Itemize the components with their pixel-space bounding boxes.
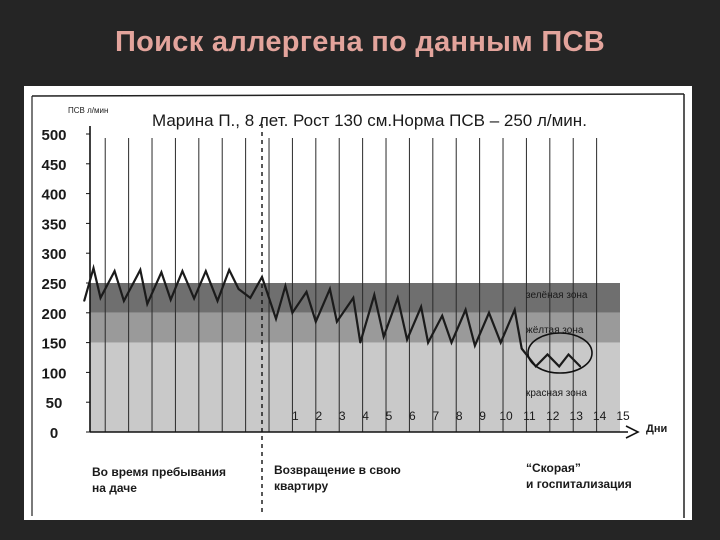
- pef-data-point: [205, 270, 207, 272]
- pef-data-point: [500, 342, 502, 344]
- x-tick-label: 11: [523, 409, 536, 423]
- y-tick-label: 300: [41, 246, 67, 264]
- y-tick-label: 250: [41, 276, 67, 293]
- pef-data-point: [427, 342, 429, 344]
- annotation-dacha: Во время пребывания на даче: [92, 465, 227, 495]
- y-tick-label: 350: [41, 216, 67, 234]
- x-tick-label: 1: [292, 409, 299, 423]
- pef-data-point: [373, 294, 375, 296]
- x-tick-label: 12: [546, 409, 560, 423]
- pef-data-point: [329, 288, 331, 290]
- zone-label-green: зелёная зона: [526, 290, 588, 301]
- chart-title: Марина П., 8 лет. Рост 130 см.Норма ПСВ – 250 л/мин.: [152, 111, 587, 130]
- pef-data-point: [352, 297, 354, 299]
- pef-data-point: [336, 321, 338, 323]
- x-tick-label: 4: [362, 409, 369, 423]
- annotation-return: Возвращение в свою квартиру: [274, 463, 401, 493]
- pef-data-point: [474, 345, 476, 347]
- y-tick-label: 400: [41, 186, 67, 204]
- pef-data-point: [292, 312, 294, 314]
- pef-data-point: [114, 270, 116, 272]
- chart-figure: [24, 86, 692, 520]
- pef-data-point: [568, 354, 570, 356]
- y-tick-label: 100: [41, 365, 67, 383]
- pef-data-point: [547, 354, 549, 356]
- pef-data-point: [397, 297, 399, 299]
- y-tick-label: 150: [41, 335, 67, 353]
- pef-data-point: [441, 315, 443, 317]
- pef-data-point: [514, 309, 516, 311]
- x-tick-label: 14: [592, 409, 607, 423]
- pef-data-point: [521, 348, 523, 350]
- pef-data-point: [383, 336, 385, 338]
- pef-data-point: [238, 288, 240, 290]
- x-tick-label: 2: [315, 409, 323, 423]
- pef-data-point: [275, 318, 277, 320]
- y-axis-label: ПСВ л/мин: [68, 106, 109, 115]
- pef-data-point: [488, 312, 490, 314]
- y-tick-label: 0: [49, 425, 59, 442]
- pef-data-point: [123, 300, 125, 302]
- x-tick-label: 7: [432, 409, 440, 423]
- x-tick-label: 10: [499, 409, 513, 423]
- y-tick-label: 500: [41, 127, 67, 144]
- pef-data-point: [217, 300, 219, 302]
- pef-data-point: [228, 269, 230, 271]
- zone-label-red: красная зона: [526, 388, 587, 399]
- pef-data-point: [285, 285, 287, 287]
- pef-data-point: [160, 271, 162, 273]
- pef-data-point: [193, 298, 195, 300]
- pef-data-point: [83, 300, 85, 302]
- zone-label-yellow: жёлтая зона: [526, 325, 584, 336]
- pef-data-point: [249, 297, 251, 299]
- pef-data-point: [465, 309, 467, 311]
- x-tick-label: 5: [385, 409, 393, 423]
- annotation-hospital: “Скорая” и госпитализация: [526, 461, 632, 491]
- pef-data-point: [146, 303, 148, 305]
- x-tick-label: 8: [455, 409, 463, 423]
- y-tick-label: 450: [41, 156, 67, 174]
- pef-data-point: [420, 306, 422, 308]
- x-tick-label: 13: [569, 409, 583, 423]
- pef-data-point: [315, 321, 317, 323]
- pef-data-point: [306, 291, 308, 293]
- x-tick-label: 6: [409, 409, 416, 423]
- pef-data-point: [451, 342, 453, 344]
- pef-chart: [24, 86, 692, 520]
- y-tick-label: 50: [45, 395, 63, 413]
- pef-data-point: [579, 366, 581, 368]
- pef-data-point: [182, 270, 184, 272]
- y-tick-label: 200: [41, 305, 67, 323]
- pef-data-point: [359, 342, 361, 344]
- pef-data-point: [100, 297, 102, 299]
- pef-data-point: [558, 366, 560, 368]
- x-tick-label: 3: [338, 409, 346, 423]
- x-tick-label: 9: [479, 409, 486, 423]
- slide-title: Поиск аллергена по данным ПСВ: [115, 26, 605, 58]
- pef-data-point: [93, 267, 95, 269]
- pef-data-point: [406, 339, 408, 341]
- pef-data-point: [170, 299, 172, 301]
- x-axis-label: Дни: [646, 423, 668, 435]
- pef-data-point: [139, 269, 141, 271]
- pef-data-point: [261, 276, 263, 278]
- figure-top-edge: [32, 94, 684, 96]
- x-tick-label: 15: [616, 409, 630, 423]
